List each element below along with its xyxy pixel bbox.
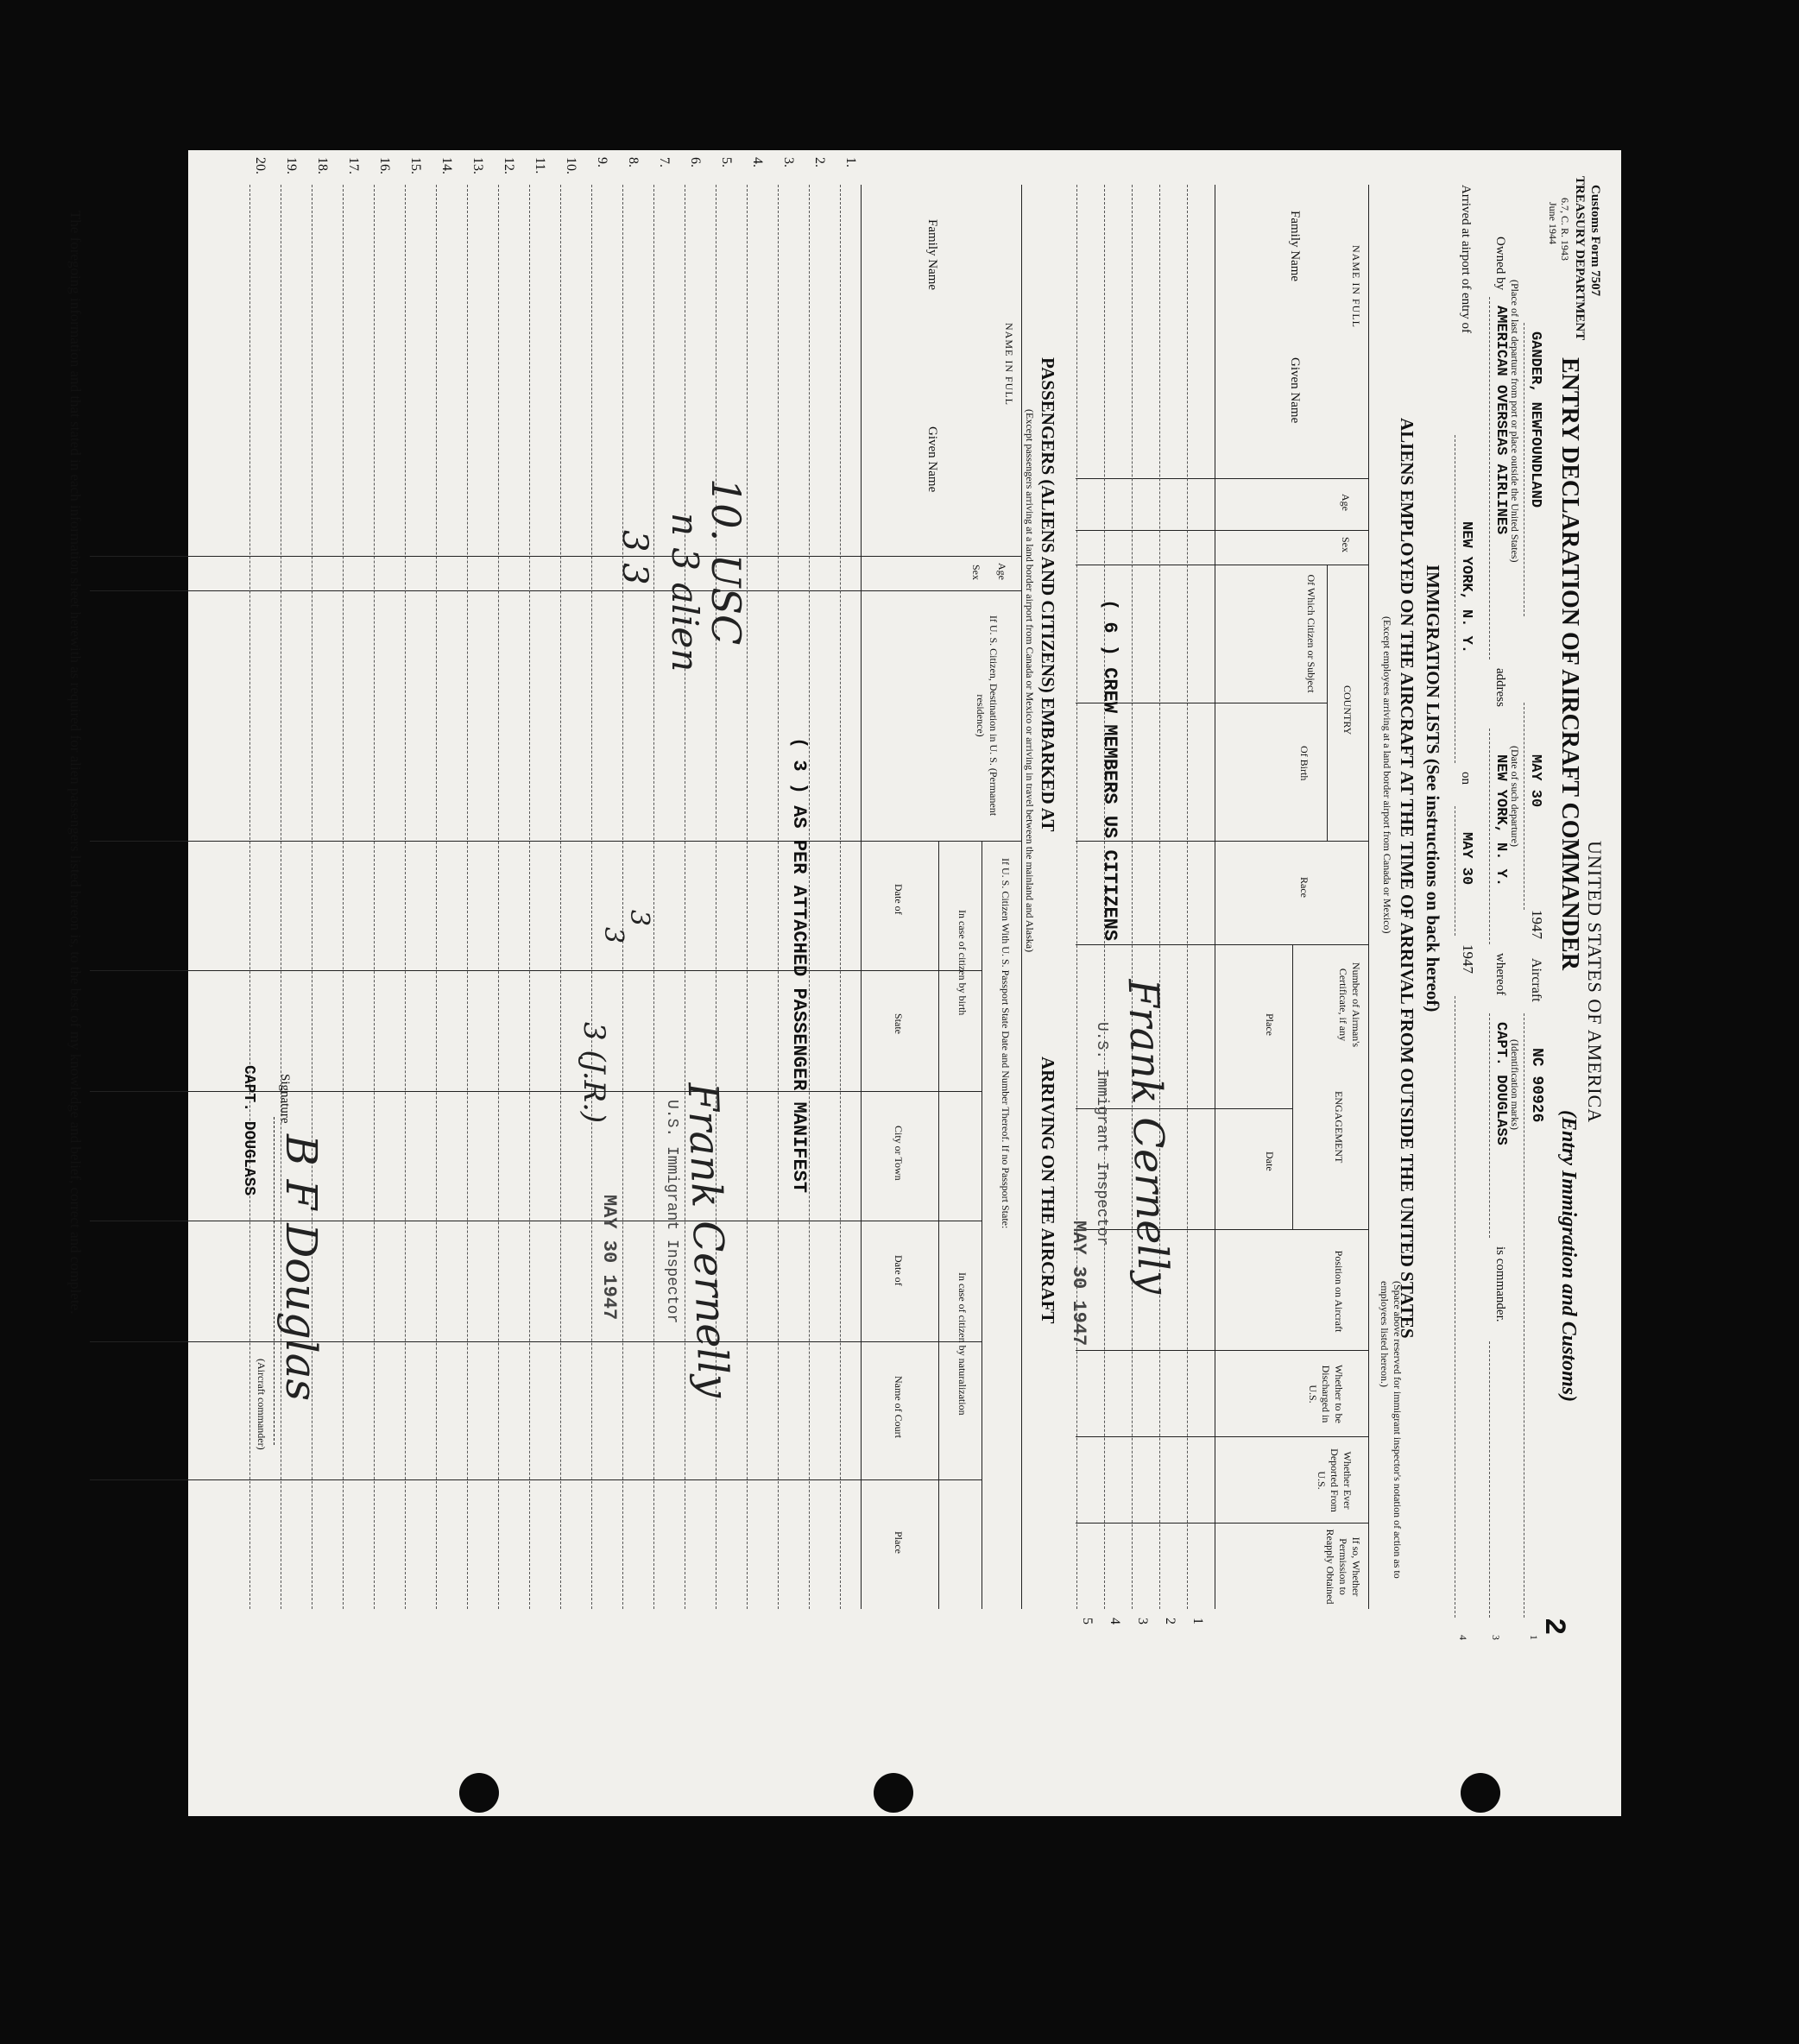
passenger-row-number: 8. (626, 157, 641, 167)
captain-signature: B F Douglas (276, 1134, 326, 1402)
hw-number-1: 3 (624, 910, 654, 927)
passenger-row-line (436, 185, 437, 1609)
form-title: ENTRY DECLARATION OF AIRCRAFT COMMANDER (1556, 357, 1583, 970)
passenger-age-header: Age (996, 563, 1008, 580)
arrival-year: 1947 (1460, 944, 1476, 974)
inspector-signature-2: Frank Cernelly (678, 1082, 738, 1399)
passenger-sex-header: Sex (970, 565, 982, 580)
passenger-row-number: 18. (315, 157, 330, 174)
signature-label: Signature (278, 1074, 292, 1124)
alien-cert-header: Number of Airman's Certificate, if any (1337, 962, 1362, 1048)
aliens-heading: ALIENS EMPLOYED ON THE AIRCRAFT AT THE TIME OF ARRIVAL FROM OUTSIDE THE UNITED STATES (1397, 418, 1417, 1339)
crew-entry: ( 6 ) CREW MEMBERS US CITIZENS (1099, 599, 1120, 942)
form-id: Customs Form 7507 (1588, 185, 1602, 297)
form-edition: June 1944 (1547, 202, 1559, 244)
passenger-row-line (560, 185, 561, 1609)
passenger-row-line (747, 185, 748, 1609)
passengers-arriving: ARRIVING ON THE AIRCRAFT (1038, 1057, 1058, 1324)
passenger-row-line (653, 185, 654, 1609)
passenger-row-number: 5. (719, 157, 734, 167)
page-number: 2 (1537, 1618, 1569, 1636)
country-heading: UNITED STATES OF AMERICA (1584, 841, 1606, 1124)
owner-address: NEW YORK, N. Y. (1493, 754, 1509, 887)
passenger-family-header: Family Name (925, 219, 939, 291)
passenger-place-header: Place (893, 1531, 905, 1554)
passenger-row-number: 20. (253, 157, 268, 174)
form-cr: 6.7, C. R. 1943 (1559, 198, 1571, 262)
passenger-row-line (622, 185, 623, 1609)
passenger-row-number: 7. (657, 157, 672, 167)
alien-country-header: COUNTRY (1341, 685, 1354, 735)
alien-place-header: Place (1264, 1013, 1276, 1036)
owner-name: AMERICAN OVERSEAS AIRLINES (1493, 306, 1509, 535)
alien-citizen-header: Of Which Citizen or Subject (1305, 574, 1317, 693)
aircraft-label: Aircraft (1529, 958, 1543, 1002)
passenger-row-number: 17. (346, 157, 361, 174)
arrival-date: MAY 30 (1458, 832, 1474, 886)
address-label: address (1493, 668, 1507, 707)
alien-position-header: Position on Aircraft (1333, 1250, 1345, 1333)
manifest-entry: ( 3 ) AS PER ATTACHED PASSENGER MANIFEST (788, 737, 810, 1194)
passenger-row-line (529, 185, 530, 1609)
alien-engagement-header: ENGAGEMENT (1333, 1091, 1345, 1164)
passenger-date-of-header-1: Date of (893, 884, 905, 915)
form-department: TREASURY DEPARTMENT (1573, 176, 1587, 341)
is-commander-label: is commander. (1493, 1246, 1507, 1322)
passenger-row-line (405, 185, 406, 1609)
passenger-row-number: 2. (812, 157, 827, 167)
tally-total: 3 3 (615, 530, 654, 585)
passengers-note: (Except passengers arriving at a land border airport from Canada or Mexico or arriving in travel between the mainland and Alaska) (1024, 409, 1036, 953)
aircraft-id: NC 90926 (1528, 1048, 1545, 1123)
passenger-date-of-header-2: Date of (893, 1255, 905, 1286)
passenger-row-number: 15. (408, 157, 423, 174)
passenger-by-birth-header: In case of citizen by birth (956, 910, 969, 1016)
inspector-stamp-1-date: MAY 30 1947 (1068, 1221, 1089, 1347)
signature-caption: (Aircraft commander) (256, 1359, 268, 1450)
passenger-row-number: 16. (377, 157, 392, 174)
alien-sex-header: Sex (1340, 537, 1352, 552)
passenger-row-number: 3. (781, 157, 796, 167)
arrived-label: Arrived at airport of entry of (1459, 185, 1473, 334)
passenger-row-number: 14. (439, 157, 454, 174)
punch-hole-1 (1461, 1773, 1500, 1813)
departure-date-caption: (Date of such departure) (1509, 746, 1521, 847)
departure-year: 1947 (1529, 910, 1545, 939)
passenger-passport-header: If U. S. Citizen With U. S. Passport State Date and Number Thereof. If no Passport State: (1000, 858, 1012, 1229)
passenger-row-line (591, 185, 592, 1609)
passenger-row-line (467, 185, 468, 1609)
alien-age-header: Age (1340, 494, 1352, 511)
commander-name: CAPT. DOUGLASS (1493, 1022, 1509, 1145)
passengers-heading: PASSENGERS (ALIENS AND CITIZENS) EMBARKED AT (1038, 357, 1058, 832)
alien-permission-header: If so, Whether Permission to Reapply Obtained (1324, 1529, 1362, 1605)
hw-initials: 3 (J.R.) (577, 1022, 611, 1124)
immigration-heading: IMMIGRATION LISTS (See instructions on back hereof) (1423, 565, 1443, 1013)
whereof-label: whereof (1493, 953, 1507, 996)
passenger-row-number: 13. (470, 157, 485, 174)
owned-by-label: Owned by (1493, 237, 1507, 291)
alien-discharged-header: Whether to be Discharged in U.S. (1307, 1365, 1345, 1423)
hw-number-2: 3 (598, 927, 628, 944)
form-title-sub: (Entry Immigration and Customs) (1557, 1110, 1580, 1403)
passenger-name-header: NAME IN FULL (1003, 323, 1015, 406)
departure-place-caption: (Place of last departure from port or place outside the United States) (1509, 280, 1521, 563)
tally-aliens: n 3 alien (664, 513, 706, 672)
passenger-state-header: State (893, 1013, 905, 1034)
passenger-given-header: Given Name (925, 426, 939, 493)
alien-deported-header: Whether Ever Deported From U.S. (1316, 1448, 1354, 1512)
passenger-row-line (249, 185, 250, 1609)
identification-caption: (Identification marks) (1509, 1039, 1521, 1130)
punch-hole-2 (874, 1773, 913, 1813)
alien-race-header: Race (1298, 877, 1310, 898)
inspector-stamp-2-date: MAY 30 1947 (598, 1195, 620, 1321)
passenger-row-number: 1. (843, 157, 858, 167)
passenger-row-number: 11. (533, 157, 547, 174)
departure-place: GANDER, NEWFOUNDLAND (1527, 331, 1543, 508)
typed-signature: CAPT. DOUGLASS (240, 1065, 257, 1196)
inspector-stamp-2: U.S. Immigrant Inspector (663, 1100, 680, 1324)
inspector-signature-1: Frank Cernelly (1118, 978, 1178, 1296)
on-label: on (1459, 772, 1473, 785)
arrival-airport: NEW YORK, N. Y. (1458, 521, 1474, 654)
passenger-row-line (374, 185, 375, 1609)
tally-us-citizens: 10. USC (703, 478, 749, 646)
passenger-row-number: 10. (564, 157, 578, 174)
passenger-destination-header: If U. S. Citizen, Destination in U. S. (Permanent residence) (975, 615, 1000, 817)
passenger-row-line (778, 185, 779, 1609)
alien-given-header: Given Name (1288, 357, 1302, 424)
alien-birth-header: Of Birth (1298, 746, 1310, 781)
passenger-court-header: Name of Court (893, 1376, 905, 1438)
passenger-row-number: 19. (284, 157, 299, 174)
inspector-note: (Space above reserved for immigrant inspector's notation of action as to employees listed hereon.) (1379, 1281, 1404, 1579)
passenger-row-line (343, 185, 344, 1609)
departure-date: MAY 30 (1527, 754, 1543, 808)
alien-name-header: NAME IN FULL (1350, 245, 1362, 328)
document-page (67, 150, 1621, 1816)
passenger-row-line (498, 185, 499, 1609)
passenger-row-number: 12. (502, 157, 516, 174)
aliens-note: (Except employees arriving at a land border airport from Canada or Mexico) (1381, 616, 1393, 934)
alien-date-header: Date (1264, 1151, 1276, 1171)
declaration-text: The foregoing information and that stated in each information sheet herewith as required for alien passengers listed hereon is, to the best of my knowledge and belief, correct and complete. (67, 211, 84, 1315)
punch-hole-3 (459, 1773, 499, 1813)
passenger-row-number: 9. (595, 157, 609, 167)
rotated-form: Customs Form 7507 TREASURY DEPARTMENT 6.7, C. R. 1943 June 1944 UNITED STATES OF AMERICA ENTRY DECLARATION OF AIRCRAFT COMMANDER (Entry Immigration and Customs) 2 GANDER, NEWFOUNDLAND MAY 30 1947 Aircraft NC 90926 1 (Place of last departure from port or place outside the United States) (Date of such departure) (Identification marks) Owned by AMERICAN OVERSEAS AIRLINES address NEW YORK, N. Y. whereof CAPT. DOUGLASS is commander. 3 Arrived at airport of entry of NEW YORK, N. Y. on MAY 30 1947 4 IMMIGRATION LISTS (See instructions on back hereof) ALIENS EMPLOYED ON THE AIRCRAFT AT THE TIME OF ARRIVAL FROM OUTSIDE THE UNITED STATES (Except employees arriving at a land border airport from Canada or Mexico) (Space above reserved for immigrant inspector's notation of action as to employees listed hereon.) NAME IN FULL Family Name Given Name Age Sex COUNTRY Of Which Citizen or Subject Of Birth Race Number of Airman's Certificate, if any ENGAGEMENT Place Date Position on Aircraft Whether to be Discharged in U.S. Whether Ever Deported From U.S. If so, Whether Permission to Reapply Obtained 1 2 3 4 5 ( 6 ) CREW MEMBERS US CITIZENS Frank Cernelly U.S. Immigrant Inspector MAY 30 1947 PASSENGERS (ALIENS AND CITIZENS) EMBARKED AT ARRIVING ON THE AIRCRAFT (Except passengers arriving at a land border airport from Canada or Mexico or arriving in travel between the mainland and Alaska) NAME IN FULL Family Name Given Name Age Sex If U. S. Citizen, Destination in U. S. (Permanent residence) If U. S. Citizen With U. S. Passport State Date and Number Thereof. If no Passport State: In case of citizen by birth In case of citizen by naturalization Date of State City or Town Date of Name of Court Place 1. 2. 3. 4. 5. 6. 7. 8. 9. 10. 11. 12. 13. 14. 15. 16. 17. 18. 19. 20. ( 3 ) AS PER ATTACHED PASSENGER MANIFEST 10. USC n 3 alien 3 3 3 3 3 (J.R.) Frank Cernelly U.S. Immigrant Inspector MAY 30 1947 The foregoing information and that stated in each information sheet herewith as required for alien passengers listed hereon is, to the best of my knowledge and belief, correct and complete. Signature B F Douglas CAPT. DOUGLASS (Aircraft commander) (188, 150, 1621, 1816)
inspector-stamp-1: U.S. Immigrant Inspector (1093, 1022, 1110, 1246)
alien-family-header: Family Name (1288, 211, 1302, 282)
passenger-row-line (840, 185, 841, 1609)
passenger-by-naturalization-header: In case of citizen by naturalization (956, 1272, 969, 1416)
passenger-row-number: 6. (688, 157, 703, 167)
passenger-city-header: City or Town (893, 1126, 905, 1181)
passenger-row-number: 4. (750, 157, 765, 167)
